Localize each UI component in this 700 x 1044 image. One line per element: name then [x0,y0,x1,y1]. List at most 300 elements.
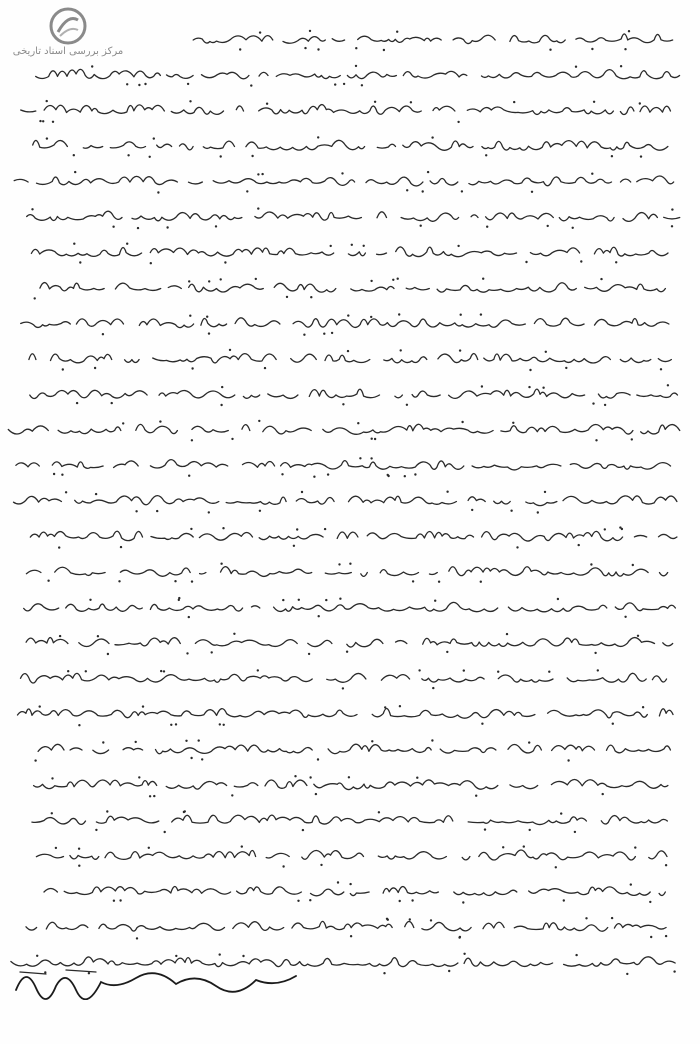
diacritic-dot [611,917,613,919]
diacritic-dot [593,101,595,103]
diacritic-dot [506,633,508,635]
diacritic-dot [186,652,188,654]
handwritten-line [26,917,667,940]
diacritic-dot [595,439,597,441]
diacritic-dot [111,402,113,404]
handwritten-stroke [12,211,679,221]
diacritic-dot [120,546,122,548]
diacritic-dot [149,156,151,158]
diacritic-dot [136,937,138,939]
diacritic-dot [624,616,626,618]
diacritic-dot [229,349,231,351]
diacritic-dot [166,226,168,228]
diacritic-dot [371,740,373,742]
diacritic-dot [46,137,48,139]
diacritic-dot [257,207,259,209]
diacritic-dot [343,83,345,85]
diacritic-dot [220,563,222,565]
diacritic-dot [434,600,436,602]
handwritten-line [29,65,680,87]
handwritten-stroke [33,140,668,150]
diacritic-dot [463,953,465,955]
diacritic-dot [637,635,639,637]
diacritic-dot [309,776,311,778]
diacritic-dot [324,528,326,530]
diacritic-dot [475,795,477,797]
diacritic-dot [463,669,465,671]
diacritic-dot [95,829,97,831]
diacritic-dot [457,121,459,123]
diacritic-dot [481,723,483,725]
diacritic-dot [76,402,78,404]
diacritic-dot [91,65,93,67]
diacritic-dot [431,136,433,138]
diacritic-dot [671,208,673,210]
handwritten-line [24,278,665,300]
diacritic-dot [412,580,414,582]
diacritic-dot [320,864,322,866]
diacritic-dot [462,901,464,903]
diacritic-dot [348,776,350,778]
handwritten-stroke [21,105,671,115]
diacritic-dot [293,545,295,547]
diacritic-dot [294,775,296,777]
diacritic-dot [422,190,424,192]
handwritten-line [34,775,668,798]
diacritic-dot [296,528,298,530]
diacritic-dot [370,316,372,318]
diacritic-dot [223,724,225,726]
diacritic-dot [266,103,268,105]
diacritic-dot [482,278,484,280]
diacritic-dot [85,670,87,672]
handwritten-stroke [26,567,667,577]
diacritic-dot [119,899,121,901]
diacritic-dot [370,457,372,459]
diacritic-dot [303,334,305,336]
diacritic-dot [630,883,632,885]
handwritten-line [21,313,669,336]
handwritten-stroke [14,176,673,186]
diacritic-dot [323,333,325,335]
handwritten-stroke [29,69,680,78]
diacritic-dot [632,564,634,566]
diacritic-dot [224,261,226,263]
diacritic-dot [187,83,189,85]
handwritten-stroke [30,389,678,398]
diacritic-dot [346,651,348,653]
diacritic-dot [431,739,433,741]
diacritic-dot [361,84,363,86]
handwritten-stroke [16,531,677,541]
diacritic-dot [481,385,483,387]
handwritten-stroke [8,424,679,434]
handwritten-line [25,845,668,868]
diacritic-dot [459,936,461,938]
handwritten-stroke [31,247,668,257]
diacritic-dot [239,48,241,50]
diacritic-dot [122,422,124,424]
diacritic-dot [189,315,191,317]
diacritic-dot [191,580,193,582]
diacritic-dot [201,758,203,760]
diacritic-dot [160,670,162,672]
diacritic-dot [374,438,376,440]
diacritic-dot [191,367,193,369]
diacritic-dot [420,225,422,227]
diacritic-dot [318,615,320,617]
diacritic-dot [392,279,394,281]
diacritic-dot [665,935,667,937]
diacritic-dot [74,171,76,173]
diacritic-dot [565,367,567,369]
diacritic-dot [484,828,486,830]
watermark-text: مرکز بررسی اسناد تاریخی [12,46,124,57]
handwritten-line [14,491,677,514]
diacritic-dot [175,723,177,725]
diacritic-dot [580,260,582,262]
diacritic-dot [600,278,602,280]
diacritic-dot [51,777,53,779]
handwritten-line [29,349,671,372]
diacritic-dot [590,563,592,565]
handwritten-stroke [21,318,669,328]
diacritic-dot [438,581,440,583]
diacritic-dot [58,546,60,548]
diacritic-dot [126,83,128,85]
diacritic-dot [112,226,114,228]
handwritten-stroke [32,815,667,824]
diacritic-dot [406,404,408,406]
handwritten-stroke [24,602,676,611]
handwritten-stroke [28,744,671,754]
diacritic-dot [537,511,539,513]
handwritten-line [34,881,666,903]
diacritic-dot [73,243,75,245]
diacritic-dot [220,404,222,406]
diacritic-dot [480,581,482,583]
diacritic-dot [414,473,416,475]
handwritten-line [31,243,668,265]
diacritic-dot [198,739,200,741]
diacritic-dot [620,65,622,67]
diacritic-dot [399,705,401,707]
diacritic-dot [615,261,617,263]
diacritic-dot [404,475,406,477]
diacritic-dot [138,84,140,86]
diacritic-dot [282,599,284,601]
diacritic-dot [327,473,329,475]
diacritic-dot [347,314,349,316]
diacritic-dot [170,724,172,726]
diacritic-dot [317,758,319,760]
diacritic-dot [304,47,306,49]
handwritten-line [16,526,677,548]
diacritic-dot [189,100,191,102]
diacritic-dot [106,810,108,812]
handwritten-line [12,207,679,229]
diacritic-dot [459,349,461,351]
handwritten-line [6,705,673,726]
diacritic-dot [325,599,327,601]
handwritten-line [26,633,673,656]
diacritic-dot [297,900,299,902]
diacritic-dot [220,278,222,280]
diacritic-dot [594,652,596,654]
diacritic-dot [330,245,332,247]
diacritic-dot [188,280,190,282]
diacritic-dot [531,191,533,193]
diacritic-dot [461,421,463,423]
diacritic-dot [513,101,515,103]
diacritic-dot [457,245,459,247]
diacritic-dot [264,367,266,369]
diacritic-dot [357,422,359,424]
diacritic-dot [127,154,129,156]
diacritic-dot [418,669,420,671]
handwritten-line [28,739,671,762]
diacritic-dot [46,100,48,102]
diacritic-dot [446,651,448,653]
diacritic-dot [667,384,669,386]
diacritic-dot [585,917,587,919]
diacritic-dot [628,30,630,32]
handwritten-line [24,597,676,618]
diacritic-dot [341,172,343,174]
diacritic-dot [282,865,284,867]
diacritic-dot [219,723,221,725]
diacritic-dot [257,173,259,175]
diacritic-dot [383,49,385,51]
diacritic-dot [567,759,569,761]
diacritic-dot [89,599,91,601]
diacritic-dot [471,509,473,511]
handwritten-stroke [34,887,666,896]
diacritic-dot [574,831,576,833]
diacritic-dot [135,741,137,743]
diacritic-dot [31,208,33,210]
diacritic-dot [163,670,165,672]
diacritic-dot [61,474,63,476]
diacritic-dot [259,31,261,33]
diacritic-dot [560,812,562,814]
diacritic-dot [137,227,139,229]
handwritten-line [26,563,667,583]
diacritic-dot [257,669,259,671]
diacritic-dot [126,243,128,245]
diacritic-dot [107,653,109,655]
diacritic-dot [410,101,412,103]
diacritic-dot [95,493,97,495]
diacritic-dot [338,563,340,565]
diacritic-dot [634,846,636,848]
diacritic-dot [575,66,577,68]
diacritic-dot [621,528,623,530]
diacritic-dot [563,899,565,901]
diacritic-dot [578,544,580,546]
diacritic-dot [255,278,257,280]
diacritic-dot [650,936,652,938]
diacritic-dot [486,226,488,228]
diacritic-dot [480,313,482,315]
diacritic-dot [42,120,44,122]
diacritic-dot [387,475,389,477]
diacritic-dot [301,491,303,493]
diacritic-dot [36,955,38,957]
diacritic-dot [432,687,434,689]
handwritten-stroke [14,496,677,506]
diacritic-dot [416,777,418,779]
diacritic-dot [446,491,448,493]
diacritic-dot [62,368,64,370]
diacritic-dot [347,350,349,352]
diacritic-dot [221,386,223,388]
diacritic-dot [544,491,546,493]
diacritic-dot [660,368,662,370]
diacritic-dot [624,48,626,50]
diacritic-dot [153,795,155,797]
diacritic-dot [349,883,351,885]
diacritic-dot [242,955,244,957]
diacritic-dot [665,864,667,866]
handwritten-stroke [21,673,667,683]
handwritten-line [14,171,673,194]
diacritic-dot [572,227,574,229]
diacritic-dot [350,935,352,937]
diacritic-dot [34,297,36,299]
diacritic-dot [174,580,176,582]
diacritic-dot [138,776,140,778]
diacritic-dot [349,563,351,565]
diacritic-dot [79,261,81,263]
diacritic-dot [386,918,388,920]
handwritten-line [193,30,672,52]
diacritic-dot [575,954,577,956]
diacritic-dot [191,439,193,441]
diacritic-dot [241,845,243,847]
diacritic-dot [529,369,531,371]
diacritic-dot [342,403,344,405]
diacritic-dot [516,546,518,548]
diacritic-dot [51,812,53,814]
diacritic-dot [523,845,525,847]
diacritic-dot [359,457,361,459]
diacritic-dot [497,671,499,673]
diacritic-dot [545,351,547,353]
diacritic-dot [149,795,151,797]
handwritten-line [33,136,668,158]
diacritic-dot [448,970,450,972]
diacritic-dot [211,651,213,653]
diacritic-dot [351,244,353,246]
diacritic-dot [219,953,221,955]
diacritic-dot [78,848,80,850]
diacritic-dot [555,866,557,868]
diacritic-dot [512,422,514,424]
diacritic-dot [261,173,263,175]
diacritic-dot [631,438,633,440]
diacritic-dot [78,724,80,726]
diacritic-dot [430,919,432,921]
handwritten-line [21,669,667,689]
diacritic-dot [34,759,36,761]
handwritten-line [16,457,671,478]
diacritic-dot [626,973,628,975]
handwritten-line [21,100,671,123]
diacritic-dot [671,225,673,227]
handwritten-stroke [25,850,667,860]
diacritic-dot [317,136,319,138]
diacritic-dot [118,580,120,582]
diacritic-dot [528,386,530,388]
diacritic-dot [250,84,252,86]
diacritic-dot [183,811,185,813]
handwritten-stroke [29,354,671,363]
diacritic-dot [102,741,104,743]
diacritic-dot [557,598,559,600]
diacritic-dot [233,633,235,635]
handwritten-stroke [193,34,672,44]
diacritic-dot [208,332,210,334]
diacritic-dot [190,757,192,759]
diacritic-dot [302,829,304,831]
diacritic-dot [355,65,357,67]
diacritic-dot [604,404,606,406]
diacritic-dot [144,83,146,85]
diacritic-dot [39,120,41,122]
diacritic-dot [308,653,310,655]
diacritic-dot [258,420,260,422]
handwritten-stroke [26,921,666,931]
diacritic-dot [281,473,283,475]
handwritten-line [30,384,678,406]
diacritic-dot [142,705,144,707]
diacritic-dot [73,154,75,156]
diacritic-dot [164,831,166,833]
diacritic-dot [591,48,593,50]
diacritic-dot [409,918,411,920]
diacritic-dot [549,49,551,51]
diacritic-dot [384,706,386,708]
diacritic-dot [53,473,55,475]
diacritic-dot [397,278,399,280]
diacritic-dot [355,47,357,49]
diacritic-dot [175,955,177,957]
handwritten-signature [6,960,306,1000]
diacritic-dot [159,420,161,422]
diacritic-dot [315,793,317,795]
diacritic-dot [427,171,429,173]
diacritic-dot [411,899,413,901]
diacritic-dot [157,191,159,193]
diacritic-dot [548,671,550,673]
diacritic-dot [309,899,311,901]
diacritic-dot [339,598,341,600]
diacritic-dot [206,316,208,318]
diacritic-dot [640,155,642,157]
diacritic-dot [604,528,606,530]
diacritic-dot [39,705,41,707]
diacritic-dot [396,31,398,33]
diacritic-dot [406,189,408,191]
diacritic-dot [639,102,641,104]
diacritic-dot [188,475,190,477]
diacritic-dot [178,599,180,601]
handwritten-line [32,810,667,833]
diacritic-dot [525,261,527,263]
diacritic-dot [185,740,187,742]
diacritic-dot [542,387,544,389]
